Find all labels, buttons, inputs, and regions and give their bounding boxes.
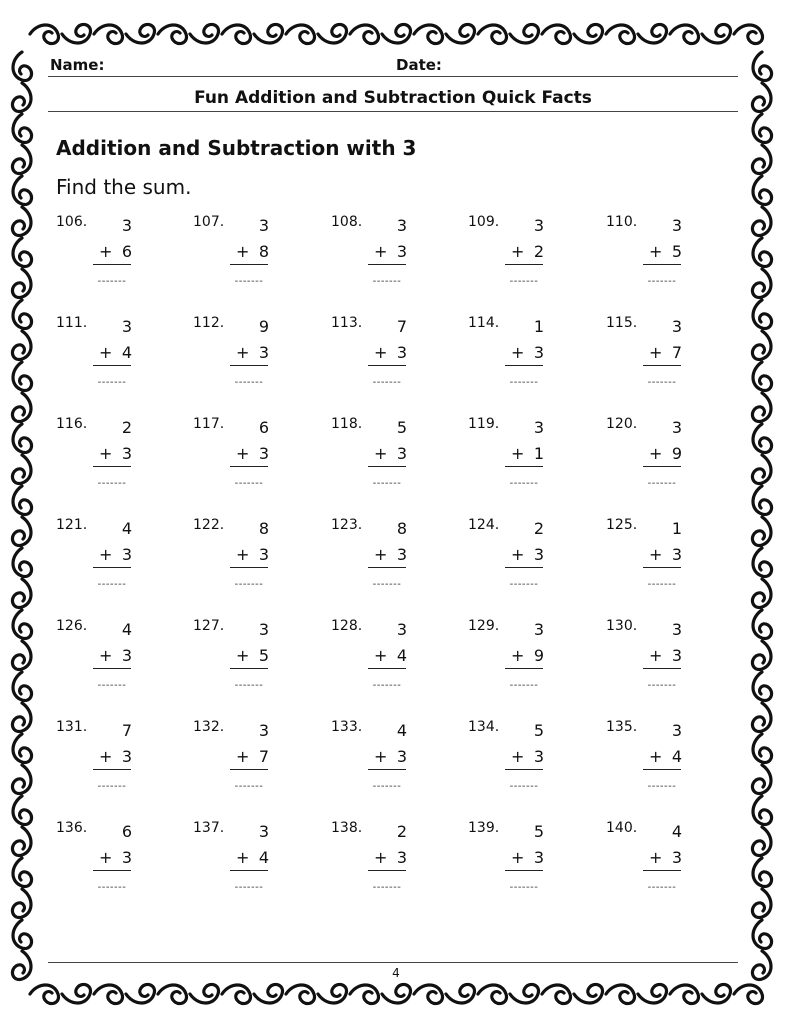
first-addend: 3 — [533, 216, 544, 235]
first-addend: 3 — [121, 317, 132, 336]
second-addend: 7 — [671, 343, 682, 362]
operator-sign: + — [374, 242, 388, 261]
sum-line — [93, 870, 131, 871]
problem-number: 140. — [606, 820, 638, 836]
sum-line — [643, 567, 681, 568]
problem — [331, 618, 461, 708]
answer-blank: ------- — [372, 478, 402, 489]
answer-blank: ------- — [234, 276, 264, 287]
second-addend: 5 — [671, 242, 682, 261]
first-addend: 3 — [258, 620, 269, 639]
sum-line — [505, 466, 543, 467]
first-addend: 5 — [533, 721, 544, 740]
second-addend: 3 — [533, 848, 544, 867]
section-title: Addition and Subtraction with 3 — [56, 136, 417, 160]
problem-number: 126. — [56, 618, 88, 634]
answer-blank: ------- — [372, 276, 402, 287]
answer-blank: ------- — [647, 680, 677, 691]
problem-number: 139. — [468, 820, 500, 836]
sum-line — [643, 769, 681, 770]
problem — [193, 719, 323, 809]
operator-sign: + — [236, 242, 250, 261]
sum-line — [93, 567, 131, 568]
second-addend: 4 — [396, 646, 407, 665]
problem — [193, 214, 323, 304]
second-addend: 3 — [671, 646, 682, 665]
operator-sign: + — [374, 545, 388, 564]
second-addend: 3 — [258, 444, 269, 463]
problem — [331, 214, 461, 304]
sum-line — [230, 769, 268, 770]
answer-blank: ------- — [97, 377, 127, 388]
operator-sign: + — [649, 545, 663, 564]
sum-line — [368, 870, 406, 871]
operator-sign: + — [649, 242, 663, 261]
problem-number: 111. — [56, 315, 88, 331]
first-addend: 3 — [671, 216, 682, 235]
first-addend: 1 — [671, 519, 682, 538]
problem-number: 117. — [193, 416, 225, 432]
first-addend: 3 — [396, 620, 407, 639]
sum-line — [368, 264, 406, 265]
problem — [468, 214, 598, 304]
operator-sign: + — [649, 747, 663, 766]
first-addend: 6 — [258, 418, 269, 437]
sum-line — [505, 567, 543, 568]
sum-line — [643, 264, 681, 265]
operator-sign: + — [649, 444, 663, 463]
sum-line — [643, 466, 681, 467]
operator-sign: + — [236, 848, 250, 867]
sum-line — [505, 870, 543, 871]
problem — [56, 214, 186, 304]
operator-sign: + — [374, 343, 388, 362]
operator-sign: + — [99, 646, 113, 665]
answer-blank: ------- — [234, 680, 264, 691]
answer-blank: ------- — [234, 882, 264, 893]
operator-sign: + — [374, 747, 388, 766]
operator-sign: + — [236, 646, 250, 665]
problem — [56, 820, 186, 910]
problem-number: 116. — [56, 416, 88, 432]
operator-sign: + — [374, 848, 388, 867]
problem — [331, 416, 461, 506]
first-addend: 2 — [396, 822, 407, 841]
answer-blank: ------- — [647, 377, 677, 388]
second-addend: 3 — [258, 545, 269, 564]
problem-number: 136. — [56, 820, 88, 836]
first-addend: 8 — [258, 519, 269, 538]
operator-sign: + — [99, 848, 113, 867]
answer-blank: ------- — [97, 781, 127, 792]
sum-line — [368, 466, 406, 467]
first-addend: 5 — [533, 822, 544, 841]
sum-line — [230, 567, 268, 568]
first-addend: 3 — [671, 418, 682, 437]
second-addend: 1 — [533, 444, 544, 463]
first-addend: 3 — [258, 216, 269, 235]
second-addend: 3 — [671, 848, 682, 867]
first-addend: 3 — [258, 822, 269, 841]
problem-number: 123. — [331, 517, 363, 533]
sum-line — [643, 870, 681, 871]
second-addend: 6 — [121, 242, 132, 261]
operator-sign: + — [511, 747, 525, 766]
first-addend: 3 — [671, 317, 682, 336]
problem-number: 110. — [606, 214, 638, 230]
second-addend: 3 — [396, 848, 407, 867]
operator-sign: + — [649, 848, 663, 867]
first-addend: 3 — [533, 620, 544, 639]
first-addend: 6 — [121, 822, 132, 841]
problem — [56, 618, 186, 708]
second-addend: 3 — [396, 444, 407, 463]
answer-blank: ------- — [509, 781, 539, 792]
sum-line — [368, 668, 406, 669]
sum-line — [230, 870, 268, 871]
operator-sign: + — [649, 343, 663, 362]
problem — [331, 315, 461, 405]
first-addend: 2 — [533, 519, 544, 538]
problem-number: 130. — [606, 618, 638, 634]
name-label: Name: — [50, 56, 105, 74]
problem-number: 115. — [606, 315, 638, 331]
answer-blank: ------- — [372, 680, 402, 691]
answer-blank: ------- — [234, 478, 264, 489]
problem-number: 106. — [56, 214, 88, 230]
second-addend: 4 — [258, 848, 269, 867]
sum-line — [230, 466, 268, 467]
problem-number: 131. — [56, 719, 88, 735]
problem — [606, 820, 736, 910]
problem-number: 133. — [331, 719, 363, 735]
answer-blank: ------- — [509, 276, 539, 287]
problem — [193, 416, 323, 506]
problem-number: 137. — [193, 820, 225, 836]
problem — [56, 719, 186, 809]
sum-line — [93, 466, 131, 467]
problem — [606, 214, 736, 304]
problem — [468, 820, 598, 910]
first-addend: 1 — [533, 317, 544, 336]
problem — [468, 618, 598, 708]
answer-blank: ------- — [234, 377, 264, 388]
answer-blank: ------- — [647, 579, 677, 590]
second-addend: 5 — [258, 646, 269, 665]
operator-sign: + — [511, 444, 525, 463]
second-addend: 9 — [671, 444, 682, 463]
problem — [331, 517, 461, 607]
answer-blank: ------- — [647, 781, 677, 792]
problem-number: 120. — [606, 416, 638, 432]
second-addend: 9 — [533, 646, 544, 665]
second-addend: 3 — [396, 242, 407, 261]
operator-sign: + — [511, 545, 525, 564]
sum-line — [505, 668, 543, 669]
operator-sign: + — [236, 545, 250, 564]
date-label: Date: — [396, 56, 442, 74]
answer-blank: ------- — [509, 579, 539, 590]
problem — [331, 719, 461, 809]
first-addend: 8 — [396, 519, 407, 538]
problem-number: 113. — [331, 315, 363, 331]
operator-sign: + — [236, 747, 250, 766]
first-addend: 3 — [396, 216, 407, 235]
sheet-title: Fun Addition and Subtraction Quick Facts — [194, 88, 592, 108]
second-addend: 3 — [533, 545, 544, 564]
problem — [56, 315, 186, 405]
sum-line — [368, 567, 406, 568]
operator-sign: + — [374, 646, 388, 665]
sum-line — [368, 365, 406, 366]
answer-blank: ------- — [372, 579, 402, 590]
problem-number: 132. — [193, 719, 225, 735]
problem-number: 108. — [331, 214, 363, 230]
second-addend: 3 — [533, 747, 544, 766]
page-number: 4 — [392, 966, 400, 980]
sum-line — [93, 264, 131, 265]
problem — [468, 416, 598, 506]
first-addend: 4 — [396, 721, 407, 740]
problem — [606, 416, 736, 506]
problem — [468, 719, 598, 809]
problem-number: 118. — [331, 416, 363, 432]
problem-number: 124. — [468, 517, 500, 533]
first-addend: 3 — [258, 721, 269, 740]
sum-line — [230, 365, 268, 366]
first-addend: 7 — [121, 721, 132, 740]
problem-number: 134. — [468, 719, 500, 735]
problem-number: 125. — [606, 517, 638, 533]
operator-sign: + — [511, 242, 525, 261]
first-addend: 4 — [671, 822, 682, 841]
answer-blank: ------- — [97, 478, 127, 489]
second-addend: 3 — [121, 747, 132, 766]
answer-blank: ------- — [509, 882, 539, 893]
problem-number: 127. — [193, 618, 225, 634]
problem-number: 122. — [193, 517, 225, 533]
sum-line — [505, 264, 543, 265]
problem-number: 109. — [468, 214, 500, 230]
problem — [606, 517, 736, 607]
problem — [606, 719, 736, 809]
second-addend: 8 — [258, 242, 269, 261]
second-addend: 7 — [258, 747, 269, 766]
problem — [468, 517, 598, 607]
problem-number: 128. — [331, 618, 363, 634]
first-addend: 2 — [121, 418, 132, 437]
problem — [606, 618, 736, 708]
operator-sign: + — [236, 444, 250, 463]
answer-blank: ------- — [97, 882, 127, 893]
operator-sign: + — [374, 444, 388, 463]
operator-sign: + — [236, 343, 250, 362]
problem — [193, 517, 323, 607]
problem — [193, 618, 323, 708]
second-addend: 3 — [121, 444, 132, 463]
second-addend: 4 — [121, 343, 132, 362]
answer-blank: ------- — [647, 478, 677, 489]
answer-blank: ------- — [372, 882, 402, 893]
first-addend: 9 — [258, 317, 269, 336]
sum-line — [230, 264, 268, 265]
instructions: Find the sum. — [56, 175, 192, 199]
second-addend: 3 — [671, 545, 682, 564]
problem — [56, 517, 186, 607]
second-addend: 3 — [533, 343, 544, 362]
operator-sign: + — [511, 848, 525, 867]
second-addend: 2 — [533, 242, 544, 261]
operator-sign: + — [99, 343, 113, 362]
sum-line — [643, 668, 681, 669]
problem — [331, 820, 461, 910]
operator-sign: + — [99, 747, 113, 766]
problem-number: 121. — [56, 517, 88, 533]
problem-number: 129. — [468, 618, 500, 634]
problem-number: 107. — [193, 214, 225, 230]
problem — [468, 315, 598, 405]
first-addend: 3 — [671, 620, 682, 639]
answer-blank: ------- — [509, 478, 539, 489]
first-addend: 3 — [121, 216, 132, 235]
problem — [193, 820, 323, 910]
sum-line — [93, 769, 131, 770]
answer-blank: ------- — [647, 882, 677, 893]
answer-blank: ------- — [372, 781, 402, 792]
problem-number: 112. — [193, 315, 225, 331]
answer-blank: ------- — [97, 276, 127, 287]
sum-line — [368, 769, 406, 770]
sum-line — [505, 365, 543, 366]
problem-number: 114. — [468, 315, 500, 331]
sum-line — [643, 365, 681, 366]
operator-sign: + — [99, 242, 113, 261]
second-addend: 3 — [396, 343, 407, 362]
sum-line — [230, 668, 268, 669]
answer-blank: ------- — [97, 680, 127, 691]
answer-blank: ------- — [97, 579, 127, 590]
second-addend: 3 — [258, 343, 269, 362]
first-addend: 4 — [121, 620, 132, 639]
answer-blank: ------- — [372, 377, 402, 388]
second-addend: 3 — [396, 545, 407, 564]
problem-number: 135. — [606, 719, 638, 735]
sum-line — [93, 668, 131, 669]
first-addend: 5 — [396, 418, 407, 437]
operator-sign: + — [511, 343, 525, 362]
operator-sign: + — [99, 444, 113, 463]
second-addend: 3 — [121, 848, 132, 867]
problem-number: 119. — [468, 416, 500, 432]
operator-sign: + — [99, 545, 113, 564]
answer-blank: ------- — [234, 579, 264, 590]
answer-blank: ------- — [509, 377, 539, 388]
first-addend: 3 — [533, 418, 544, 437]
second-addend: 3 — [121, 646, 132, 665]
answer-blank: ------- — [234, 781, 264, 792]
answer-blank: ------- — [647, 276, 677, 287]
first-addend: 4 — [121, 519, 132, 538]
second-addend: 3 — [396, 747, 407, 766]
second-addend: 3 — [121, 545, 132, 564]
problem — [606, 315, 736, 405]
problem — [56, 416, 186, 506]
first-addend: 7 — [396, 317, 407, 336]
answer-blank: ------- — [509, 680, 539, 691]
footer-rule — [48, 962, 738, 963]
first-addend: 3 — [671, 721, 682, 740]
problem-number: 138. — [331, 820, 363, 836]
operator-sign: + — [511, 646, 525, 665]
operator-sign: + — [649, 646, 663, 665]
sum-line — [505, 769, 543, 770]
second-addend: 4 — [671, 747, 682, 766]
problem — [193, 315, 323, 405]
sum-line — [93, 365, 131, 366]
